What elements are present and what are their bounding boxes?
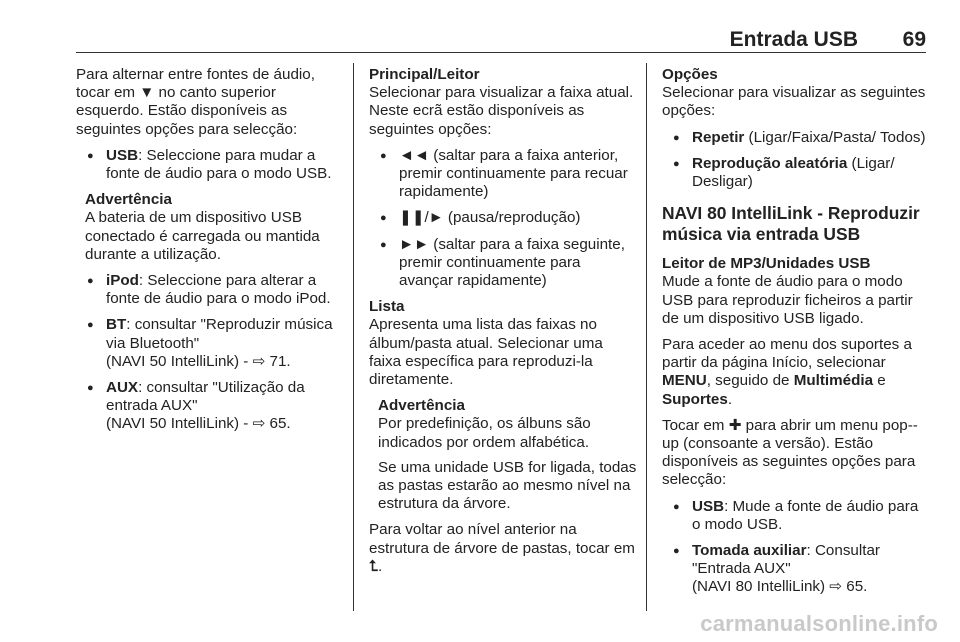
- page-reference: (NAVI 50 IntelliLink) - ⇨ 71.: [106, 352, 291, 370]
- multimedia-label: Multimédia: [793, 372, 874, 390]
- back-text: Para voltar ao nível anterior na estrutura de árvore de pastas, tocar em ⮤.: [369, 521, 635, 575]
- page-reference: (NAVI 50 IntelliLink) - ⇨ 65.: [106, 415, 291, 433]
- page-reference: (NAVI 80 IntelliLink) ⇨ 65.: [692, 578, 868, 596]
- suportes-label: Suportes: [662, 390, 728, 408]
- page-number: 69: [902, 28, 926, 51]
- list-item: [662, 498, 928, 534]
- previous-track-text: ◄◄ (saltar para a faixa anterior, premir continuamente para recuar rapidamente): [399, 146, 628, 201]
- note-text: A bateria de um dispositivo USB conectado é carregada ou mantida durante a utilização.: [85, 209, 320, 263]
- column-2: [369, 66, 637, 584]
- note-title: Advertência: [85, 191, 172, 209]
- section-text: Selecionar para visualizar as seguintes opções:: [662, 84, 926, 120]
- note-text: Se uma unidade USB for ligada, todas as pastas estarão ao mesmo nível na estrutura da árvore.: [378, 458, 637, 513]
- note-title: Advertência: [378, 397, 465, 415]
- access-text: Para aceder ao menu dos suportes a partir da página Início, selecionar MENU, seguido de Multimédia e Suportes.: [662, 336, 912, 408]
- list-item: [76, 272, 346, 308]
- list-item: [369, 236, 637, 291]
- next-track-text: ►► (saltar para a faixa seguinte, premir continuamente para avançar rapidamente): [399, 235, 625, 290]
- term: Tomada auxiliar: [692, 542, 807, 560]
- menu-label: MENU: [662, 372, 707, 390]
- definition: : Seleccione para alterar a fonte de áudio para o modo iPod.: [106, 272, 331, 308]
- list-item: [369, 209, 637, 227]
- back-arrow-icon: ⮤: [369, 557, 378, 575]
- term: Reprodução aleatória: [692, 154, 848, 172]
- intro-text: Para alternar entre fontes de áudio, tocar em ▼ no canto superior esquerdo. Estão disponíveis as seguintes opções para selecção:: [76, 66, 315, 138]
- touch-text: Tocar em ✚ para abrir um menu pop--up (consoante a versão). Estão disponíveis as seguintes opções para selecção:: [662, 416, 918, 489]
- note-box: [369, 397, 637, 513]
- list-item: [662, 129, 928, 147]
- column-divider: [353, 63, 354, 611]
- list-item: [369, 147, 637, 202]
- section-text: Apresenta uma lista das faixas no álbum/pasta atual. Selecionar uma faixa específica para reproduzi-la diretamente.: [369, 316, 603, 389]
- term: Repetir: [692, 128, 745, 146]
- pause-play-text: ❚❚/► (pausa/reprodução): [399, 209, 581, 227]
- list-item: [662, 542, 928, 597]
- section-heading: Leitor de MP3/Unidades USB: [662, 255, 871, 273]
- definition: (Ligar/Faixa/Pasta/ Todos): [744, 128, 926, 146]
- term: AUX: [106, 379, 139, 397]
- section-heading: Opções: [662, 66, 718, 83]
- column-1: [76, 66, 346, 442]
- section-text: Mude a fonte de áudio para o modo USB para reproduzir ficheiros a partir de um dispositivo USB ligado.: [662, 273, 913, 327]
- page-header: [76, 30, 926, 53]
- definition: : consultar "Utilização da entrada AUX": [106, 379, 305, 415]
- definition: : Seleccione para mudar a fonte de áudio para o modo USB.: [106, 146, 332, 183]
- term: USB: [692, 497, 725, 515]
- definition: : Mude a fonte de áudio para o modo USB.: [692, 497, 919, 533]
- list-item: [662, 155, 928, 191]
- list-item: [76, 316, 346, 371]
- list-item: [76, 379, 346, 434]
- list-item: [76, 147, 346, 183]
- section-text: Selecionar para visualizar a faixa atual. Neste ecrã estão disponíveis as seguintes opções:: [369, 84, 634, 138]
- term: iPod: [106, 272, 139, 290]
- plus-icon: ✚: [728, 416, 742, 434]
- section-heading: Principal/Leitor: [369, 66, 480, 83]
- column-divider: [646, 63, 647, 611]
- definition: : Consultar "Entrada AUX": [692, 542, 880, 578]
- page-title: Entrada USB: [729, 28, 858, 51]
- column-3: [662, 66, 928, 605]
- chapter-heading: NAVI 80 IntelliLink - Reproduzir música via entrada USB: [662, 203, 920, 245]
- note-box: [76, 191, 346, 264]
- term: BT: [106, 316, 127, 334]
- note-text: Por predefinição, os álbuns são indicados por ordem alfabética.: [378, 415, 591, 451]
- definition: (Ligar/ Desligar): [692, 154, 895, 191]
- definition: : consultar "Reproduzir música via Bluetooth": [106, 316, 333, 352]
- section-heading: Lista: [369, 298, 405, 316]
- watermark: carmanualsonline.info: [700, 611, 938, 636]
- term: USB: [106, 146, 139, 164]
